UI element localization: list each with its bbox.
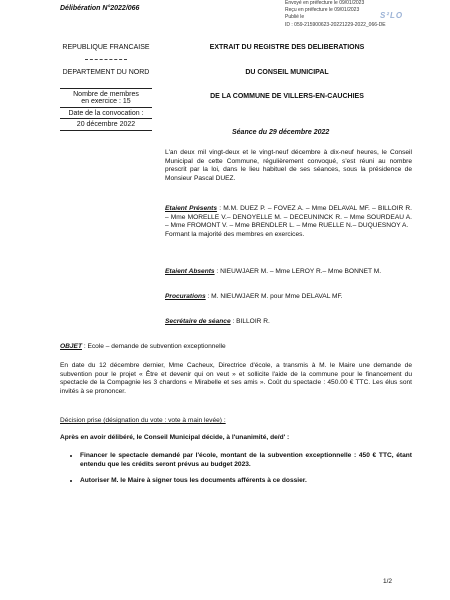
stamp-logo-icon: S²LO — [380, 11, 404, 20]
secretary — [165, 318, 412, 327]
attendees-present — [165, 205, 412, 239]
session-title: Séance du 29 décembre 2022 — [232, 129, 330, 136]
decision-label: Décision prise (désignation du vote : vote à main levée) : — [60, 417, 226, 424]
convocation-label: Date de la convocation : — [68, 110, 144, 117]
stamp-line: Publié le — [285, 14, 305, 21]
document-title: EXTRAIT DU REGISTRE DES DELIBERATIONS — [209, 44, 365, 51]
commune-title: DE LA COMMUNE DE VILLERS-EN-CAUCHIES — [210, 93, 364, 100]
proxy-text: : M. NIEUWJAER M. pour Mme DELAVAL MF. — [205, 293, 343, 300]
republic-label: REPUBLIQUE FRANCAISE — [62, 44, 150, 51]
divider — [85, 59, 127, 60]
session-intro: L'an deux mil vingt-deux et le vingt-neuf décembre à dix-neuf heures, le Conseil Municipal de cette Commune, régulièrement convoqué, s'est réuni au nombre prescrit par la loi, dans le lieu habituel de ses séances, sous la présidence de Monsieur Pascal DUEZ. — [165, 149, 412, 182]
divider — [60, 107, 152, 108]
list-item: • Autoriser M. le Maire à signer tous les documents afférents à ce dossier. — [80, 477, 412, 486]
members-label: Nombre de membres — [73, 91, 139, 98]
proxies — [165, 293, 412, 302]
proxy-label: Procurations — [165, 293, 206, 300]
majority-note: Formant la majorité des membres en exercices. — [165, 230, 305, 238]
decision-intro: Après en avoir délibéré, le Conseil Municipal décide, à l'unanimité, de/d' : — [60, 434, 290, 441]
absent-label: Etaient Absents — [165, 268, 215, 275]
object-body: En date du 12 décembre dernier, Mme Cacheux, Directrice d'école, a transmis à M. le Maire une demande de subvention pour le projet « Être et devenir qui on veut » et sollicite l'aide de la commune pour le financement du spectacle de la Compagnie les 3 chardons « Mirabelle et ses amis ». Coût du spectacle : 450.00 € TTC. Les élus sont invités à se prononcer. — [60, 362, 412, 395]
council-title: DU CONSEIL MUNICIPAL — [245, 69, 329, 76]
attendees-absent — [165, 268, 412, 277]
present-label: Etaient Présents — [165, 205, 218, 212]
members-value: en exercice : 15 — [81, 98, 131, 105]
list-item: • Financer le spectacle demandé par l'école, montant de la subvention exceptionnelle : 450 € TTC, étant entendu que les crédits seront prévus au budget 2023. — [80, 452, 412, 469]
secretary-name: : BILLOIR R. — [230, 318, 270, 325]
object-text: : Ecole – demande de subvention exceptionnelle — [81, 343, 226, 350]
convocation-date: 20 décembre 2022 — [76, 121, 136, 128]
present-names: : M.M. DUEZ P. – FOVEZ A. – Mme DELAVAL MF. – BILLOIR R. – Mme MORELLE V.– DENOYELLE M. – DECEUNINCK R. – Mme SOURDEAU A. – Mme FROMONT V. – Mme BRENDLER L. – Mme RUELLE N.– DUQUESNOY A. — [165, 205, 413, 230]
divider — [60, 130, 152, 131]
divider — [60, 118, 152, 119]
secretary-label: Secrétaire de séance — [165, 318, 231, 325]
divider — [60, 88, 152, 89]
left-info-box — [60, 88, 152, 131]
stamp-line: Reçu en préfecture le 09/01/2023 — [285, 7, 360, 14]
page-number: 1/2 — [383, 578, 393, 585]
decision-list — [60, 452, 412, 494]
object-label: OBJET — [60, 343, 82, 350]
object-line — [60, 343, 412, 352]
stamp-line: Envoyé en préfecture le 09/01/2023 — [285, 0, 365, 6]
absent-names: : NIEUWJAER M. – Mme LEROY R.– Mme BONNET M. — [214, 268, 382, 275]
department-label: DEPARTEMENT DU NORD — [62, 69, 150, 76]
deliberation-reference: Délibération N°2022/066 — [60, 5, 140, 12]
stamp-line: ID : 059-215900623-20221229-2022_066-DE — [285, 21, 386, 28]
prefecture-stamp — [285, 0, 450, 34]
